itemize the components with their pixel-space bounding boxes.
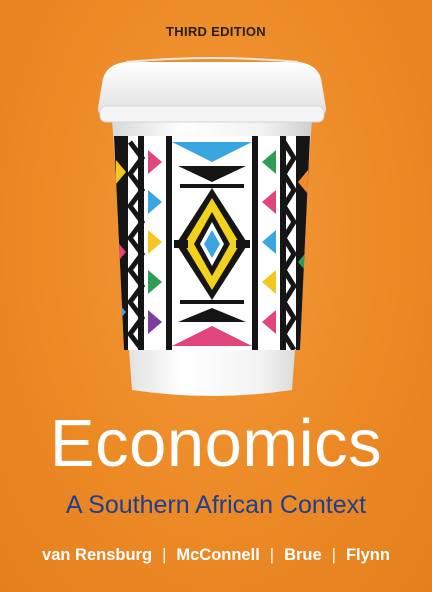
edition-label: THIRD EDITION [166,24,266,39]
book-subtitle: A Southern African Context [65,491,367,519]
author-name: Brue [284,546,322,564]
coffee-cup-illustration [96,50,328,402]
author-list [0,546,432,565]
author-separator: | [162,546,167,564]
ndebele-pattern-sleeve [96,136,328,350]
author-separator: | [331,546,336,564]
author-name: Flynn [345,546,390,564]
book-title: Economics [49,406,383,481]
author-name: van Rensburg [42,546,153,564]
author-separator: | [269,546,275,564]
author-name: McConnell [176,546,260,564]
